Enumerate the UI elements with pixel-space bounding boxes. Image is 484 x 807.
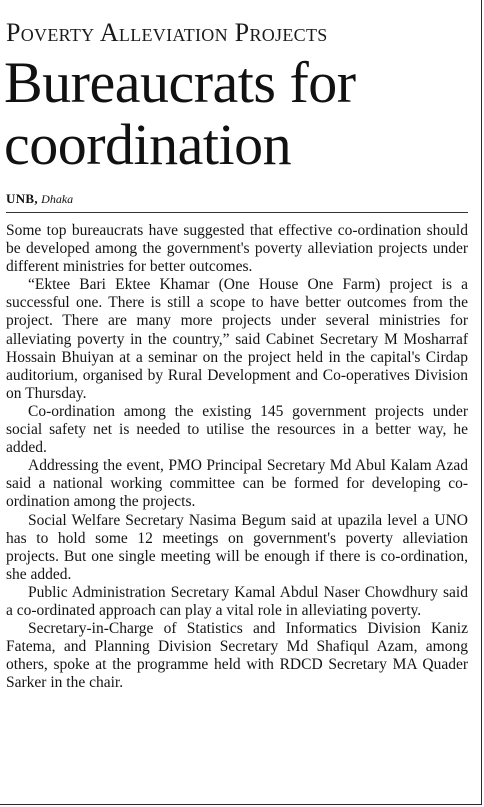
- byline-divider: [6, 212, 468, 213]
- section-kicker: Poverty Alleviation Projects: [6, 18, 328, 47]
- byline-agency: UNB,: [6, 191, 38, 206]
- article-paragraph-7: Secretary-in-Charge of Statistics and Informatics Division Kaniz Fatema, and Planning Division Secretary Md Shafiqul Azam, among others, spoke at the programme held with RDCD Secretary MA Quader Sarker in the chair.: [6, 620, 468, 692]
- article-paragraph-2: “Ektee Bari Ektee Khamar (One House One Farm) project is a successful one. There is still a scope to have better outcomes from the project. There are many more projects under several ministries for alleviating poverty in the country,” said Cabinet Secretary M Mosharraf Hossain Bhuiyan at a seminar on the project held in the capital's Cirdap auditorium, organised by Rural Development and Co-operatives Division on Thursday.: [6, 276, 468, 402]
- byline: [6, 191, 73, 207]
- headline: [4, 52, 356, 176]
- article-paragraph-1: Some top bureaucrats have suggested that effective co-ordination should be developed among the government's poverty alleviation projects under different ministries for better outcomes.: [6, 222, 468, 276]
- article-paragraph-6: Public Administration Secretary Kamal Abdul Naser Chowdhury said a co-ordinated approach can play a vital role in alleviating poverty.: [6, 583, 468, 619]
- article-paragraph-4: Addressing the event, PMO Principal Secretary Md Abul Kalam Azad said a national working committee can be formed for developing co-ordination among the projects.: [6, 457, 468, 511]
- article-paragraph-5: Social Welfare Secretary Nasima Begum said at upazila level a UNO has to hold some 12 meetings on government's poverty alleviation projects. But one single meeting will be enough if there is co-ordination, she added.: [6, 511, 468, 583]
- byline-dateline: Dhaka: [41, 192, 74, 206]
- headline-line-2: coordination: [4, 112, 292, 177]
- article-body: [6, 222, 468, 692]
- headline-line-1: Bureaucrats for: [4, 50, 356, 115]
- article-paragraph-3: Co-ordination among the existing 145 government projects under social safety net is needed to utilise the resources in a better way, he added.: [6, 402, 468, 457]
